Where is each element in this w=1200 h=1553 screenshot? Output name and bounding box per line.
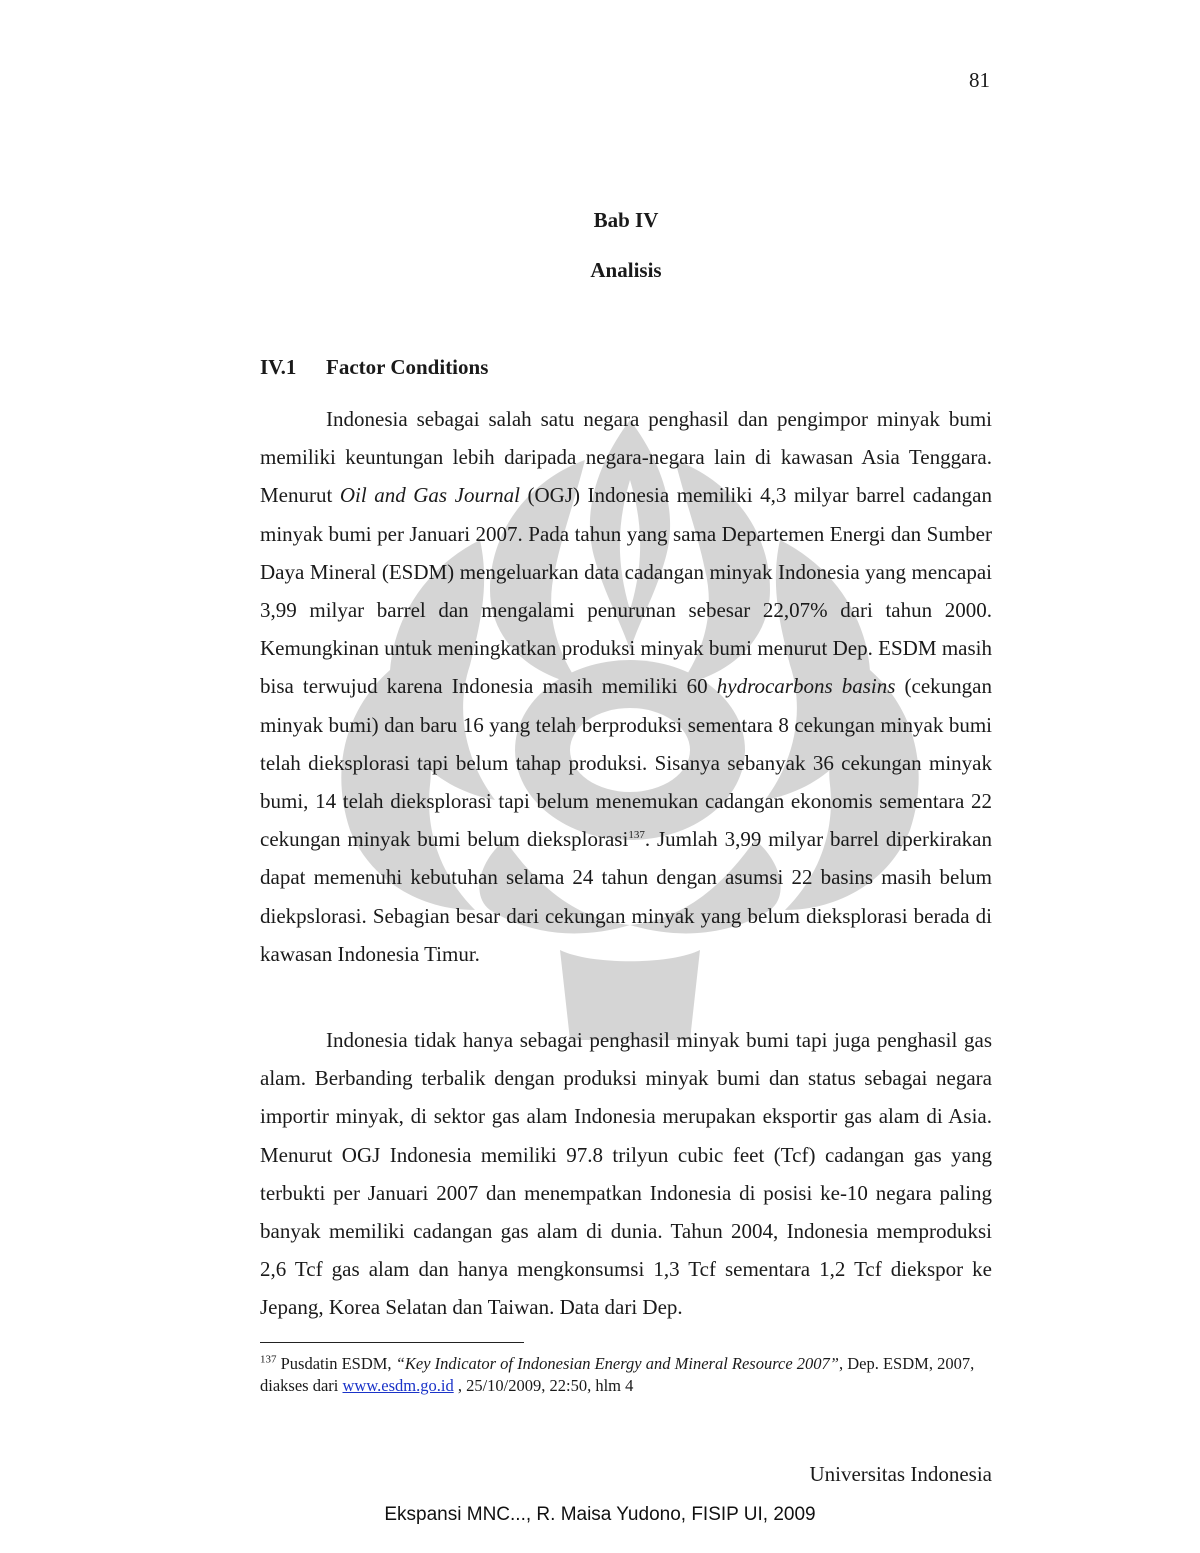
page-number: 81 (969, 68, 990, 92)
footnote-137 (260, 1353, 992, 1397)
chapter-number: Bab IV (593, 208, 659, 232)
institution-name: Universitas Indonesia (809, 1462, 992, 1486)
footnote-text-3: , 25/10/2009, 22:50, hlm 4 (453, 1376, 634, 1395)
footnote-divider (260, 1342, 524, 1343)
chapter-title: Analisis (590, 258, 662, 282)
paragraph-gas-reserves (260, 1021, 992, 1327)
footnote-italic-title: “Key Indicator of Indonesian Energy and Mineral Resource 2007” (395, 1354, 839, 1373)
section-heading (260, 355, 488, 380)
p1-text-1: Indonesia sebagai salah satu negara penghasil dan pengimpor minyak bumi memiliki keuntungan lebih daripada negara-negara lain di kawasan Asia Tenggara. Menurut (260, 407, 992, 508)
p1-text-3: (cekungan minyak bumi) dan baru 16 yang telah berproduksi sementara 8 cekungan minyak bumi telah dieksplorasi tapi belum tahap produksi. Sisanya sebanyak 36 cekungan minyak bumi, 14 telah dieksplorasi tapi belum menemukan cadangan ekonomis sementara 22 cekungan minyak bumi belum dieksplorasi (260, 674, 992, 852)
footer-credit: Ekspansi MNC..., R. Maisa Yudono, FISIP UI, 2009 (384, 1504, 816, 1525)
footnote-marker: 137 (260, 1353, 277, 1366)
footnote-text-2: , Dep. ESDM, 2007, diakses dari (260, 1354, 975, 1395)
footnote-text-1: Pusdatin ESDM, (276, 1354, 396, 1373)
p2-text: Indonesia tidak hanya sebagai penghasil minyak bumi tapi juga penghasil gas alam. Berbanding terbalik dengan produksi minyak bumi dan status sebagai negara importir minyak, di sektor gas alam Indonesia merupakan eksportir gas alam di Asia. Menurut OGJ Indonesia memiliki 97.8 trilyun cubic feet (Tcf) cadangan gas yang terbukti per Januari 2007 dan menempatkan Indonesia di posisi ke-10 negara paling banyak memiliki cadangan gas alam di dunia. Tahun 2004, Indonesia memproduksi 2,6 Tcf gas alam dan hanya mengkonsumsi 1,3 Tcf sementara 1,2 Tcf diekspor ke Jepang, Korea Selatan dan Taiwan. Data dari Dep. (260, 1028, 992, 1320)
p1-italic-journal: Oil and Gas Journal (339, 483, 520, 508)
section-number: IV.1 (260, 355, 297, 379)
p1-text-2: (OGJ) Indonesia memiliki 4,3 milyar barrel cadangan minyak bumi per Januari 2007. Pada tahun yang sama Departemen Energi dan Sumber Daya Mineral (ESDM) mengeluarkan data cadangan minyak Indonesia yang mencapai 3,99 milyar barrel dan mengalami penurunan sebesar 22,07% dari tahun 2000. Kemungkinan untuk meningkatkan produksi minyak bumi menurut Dep. ESDM masih bisa terwujud karena Indonesia masih memiliki 60 (260, 483, 992, 699)
p1-text-4: . Jumlah 3,99 milyar barrel diperkirakan dapat memenuhi kebutuhan selama 24 tahun dengan asumsi 22 basins masih belum diekpslorasi. Sebagian besar dari cekungan minyak yang belum dieksplorasi berada di kawasan Indonesia Timur. (260, 827, 993, 966)
footnote-reference-137[interactable]: 137 (628, 829, 645, 842)
p1-italic-basins: hydrocarbons basins (716, 674, 896, 699)
footnote-link-esdm[interactable]: www.esdm.go.id (342, 1376, 454, 1395)
section-title: Factor Conditions (326, 355, 489, 379)
paragraph-oil-reserves (260, 400, 992, 973)
